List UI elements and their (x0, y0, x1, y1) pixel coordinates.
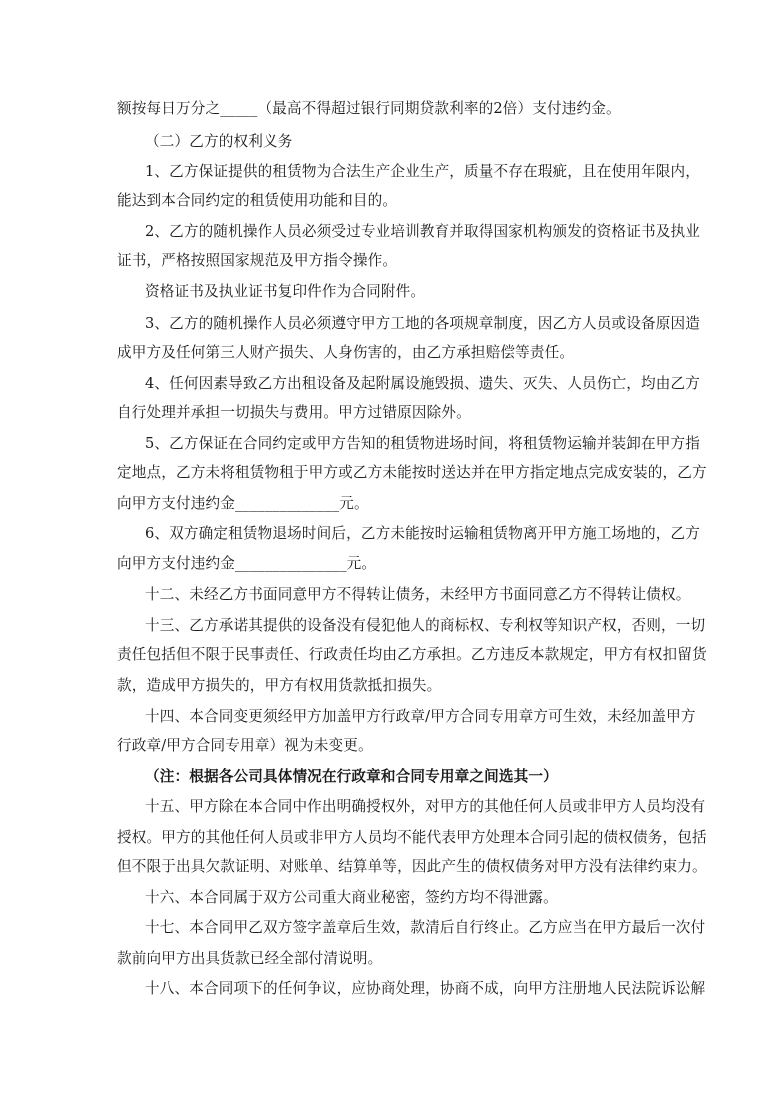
text-line-26: 但不限于出具欠款证明、对账单、结算单等，因此产生的债权债务对甲方没有法律约束力。 (117, 858, 707, 875)
text-line-21: 十四、本合同变更须经甲方加盖甲方行政章/甲方合同专用章方可生效，未经加盖甲方 (145, 708, 696, 725)
text-line-28: 十七、本合同甲乙双方签字盖章后生效，款清后自行终止。乙方应当在甲方最后一次付 (145, 919, 706, 936)
text-line-30: 十八、本合同项下的任何争议，应协商处理，协商不成，向甲方注册地人民法院诉讼解 (145, 980, 706, 997)
text-line-14: 向甲方支付违约金______________元。 (117, 495, 369, 512)
text-line-3: 1、乙方保证提供的租赁物为合法生产企业生产，质量不存在瑕疵，且在使用年限内， (145, 163, 700, 180)
text-line-8: 3、乙方的随机操作人员必须遵守甲方工地的各项规章制度，因乙方人员或设备原因造 (145, 315, 700, 332)
text-line-22: 行政章/甲方合同专用章）视为未变更。 (117, 737, 373, 754)
text-line-17: 十二、未经乙方书面同意甲方不得转让债务，未经甲方书面同意乙方不得转让债权。 (145, 586, 691, 603)
text-line-4: 能达到本合同约定的租赁使用功能和目的。 (117, 192, 398, 209)
text-line-11: 自行处理并承担一切损失与费用。甲方过错原因除外。 (117, 404, 471, 421)
text-line-15: 6、双方确定租赁物退场时间后，乙方未能按时运输租赁物离开甲方施工场地的，乙方 (145, 525, 700, 542)
text-line-5: 2、乙方的随机操作人员必须受过专业培训教育并取得国家机构颁发的资格证书及执业 (145, 223, 700, 240)
text-line-1: 额按每日万分之_____（最高不得超过银行同期贷款利率的2倍）支付违约金。 (117, 100, 621, 117)
text-line-10: 4、任何因素导致乙方出租设备及起附属设施毁损、遗失、灭失、人员伤亡，均由乙方 (145, 375, 700, 392)
text-line-20: 款，造成甲方损失的，甲方有权用货款抵扣损失。 (117, 677, 442, 694)
text-line-27: 十六、本合同属于双方公司重大商业秘密，签约方均不得泄露。 (145, 889, 558, 906)
section-heading-2: （二）乙方的权利义务 (145, 133, 293, 150)
text-line-16: 向甲方支付违约金_______________元。 (117, 555, 377, 572)
text-line-7: 资格证书及执业证书复印件作为合同附件。 (145, 283, 426, 300)
text-line-13: 定地点，乙方未将租赁物租于甲方或乙方未能按时送达并在甲方指定地点完成安装的，乙方 (117, 464, 707, 481)
text-line-12: 5、乙方保证在合同约定或甲方告知的租赁物进场时间，将租赁物运输并装卸在甲方指 (145, 435, 700, 452)
text-line-24: 十五、甲方除在本合同中作出明确授权外，对甲方的其他任何人员或非甲方人员均没有 (145, 798, 706, 815)
note-bold-line: （注：根据各公司具体情况在行政章和合同专用章之间选其一） (145, 768, 558, 785)
text-line-9: 成甲方及任何第三人财产损失、人身伤害的，由乙方承担赔偿等责任。 (117, 344, 575, 361)
text-line-6: 证书，严格按照国家规范及甲方指令操作。 (117, 252, 398, 269)
text-line-29: 款前向甲方出具货款已经全部付清说明。 (117, 950, 383, 967)
text-line-25: 授权。甲方的其他任何人员或非甲方人员均不能代表甲方处理本合同引起的债权债务，包括 (117, 829, 707, 846)
text-line-19: 责任包括但不限于民事责任、行政责任均由乙方承担。乙方违反本款规定，甲方有权扣留货 (117, 646, 707, 663)
text-line-18: 十三、乙方承诺其提供的设备没有侵犯他人的商标权、专利权等知识产权，否则，一切 (145, 617, 706, 634)
